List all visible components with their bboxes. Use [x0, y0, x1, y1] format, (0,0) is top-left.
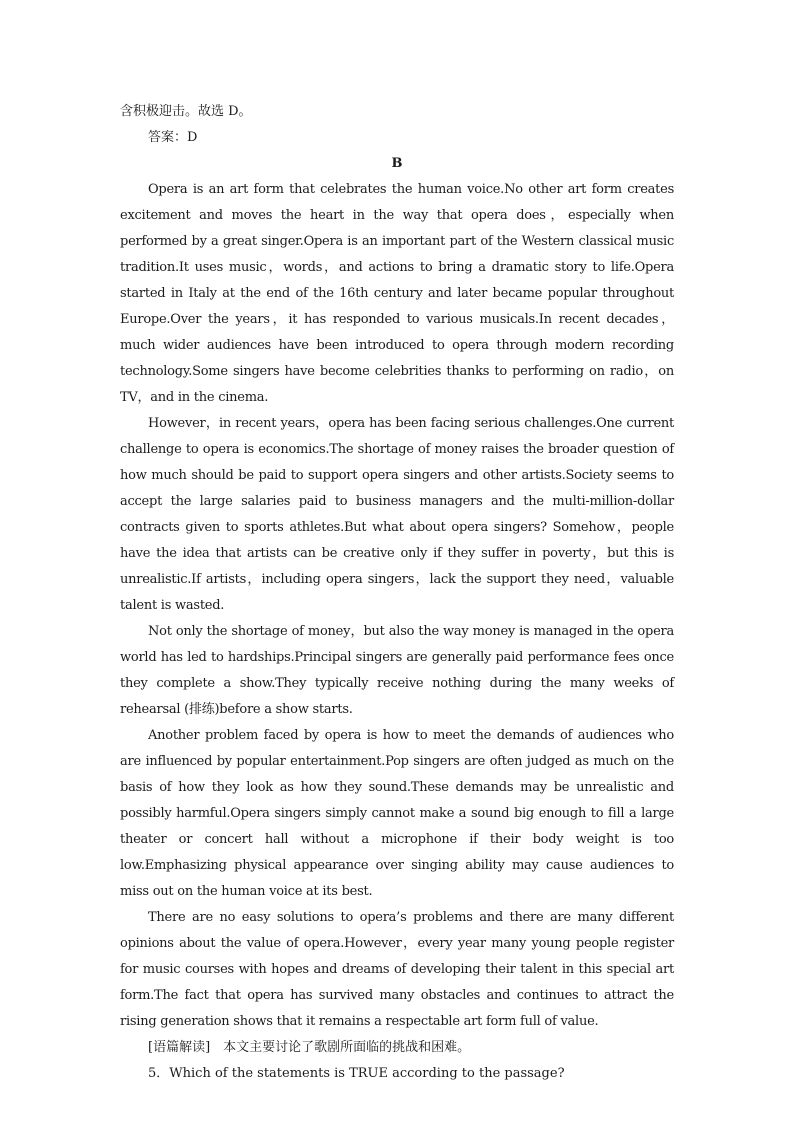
- section-title: B: [391, 156, 403, 171]
- passage-paragraph-2: However，in recent years，opera has been facing serious challenges.One current challenge to opera is economics.The shortage of money raises the broader question of how much should be paid to support opera singers and other artists.Society seems to accept the large salaries paid to business managers and the multi-million-dollar contracts given to sports athletes.But what about opera singers? Somehow，people have the idea that artists can be creative only if they suffer in poverty，but this is unrealistic.If artists，including opera singers，lack the support they need，valuable talent is wasted.: [120, 416, 675, 613]
- document-page: [120, 99, 674, 1087]
- previous-explanation-end: 含积极迎击。故选 D。: [120, 104, 252, 119]
- passage-paragraph-1: Opera is an art form that celebrates the human voice.No other art form creates excitement and moves the heart in the way that opera does，especially when performed by a great singer.Opera is an important part of the Western classical music tradition.It uses music，words，and actions to bring a dramatic story to life.Opera started in Italy at the end of the 16th century and later became popular throughout Europe.Over the years，it has responded to various musicals.In recent decades，much wider audiences have been introduced to opera through modern recording technology.Some singers have become celebrities thanks to performing on radio，on TV，and in the cinema.: [120, 182, 674, 405]
- passage-paragraph-5: There are no easy solutions to opera’s problems and there are many different opinions about the value of opera.However，every year many young people register for music courses with hopes and dreams of developing their talent in this special art form.The fact that opera has survived many obstacles and continues to attract the rising generation shows that it remains a respectable art form full of value.: [120, 910, 674, 1029]
- passage-paragraph-3: Not only the shortage of money，but also the way money is managed in the opera world has led to hardships.Principal singers are generally paid performance fees once they complete a show.They typically receive nothing during the many weeks of rehearsal (排练)before a show starts.: [120, 624, 674, 717]
- question-5: 5．Which of the statements is TRUE according to the passage?: [148, 1066, 565, 1081]
- passage-paragraph-4: Another problem faced by opera is how to meet the demands of audiences who are influenced by popular entertainment.Pop singers are often judged as much on the basis of how they look as how they sound.These demands may be unrealistic and possibly harmful.Opera singers simply cannot make a sound big enough to fill a large theater or concert hall without a microphone if their body weight is too low.Emphasizing physical appearance over singing ability may cause audiences to miss out on the human voice at its best.: [120, 728, 674, 899]
- passage-summary: [语篇解读] 本文主要讨论了歌剧所面临的挑战和困难。: [148, 1040, 471, 1055]
- answer-line: 答案：D: [148, 130, 198, 145]
